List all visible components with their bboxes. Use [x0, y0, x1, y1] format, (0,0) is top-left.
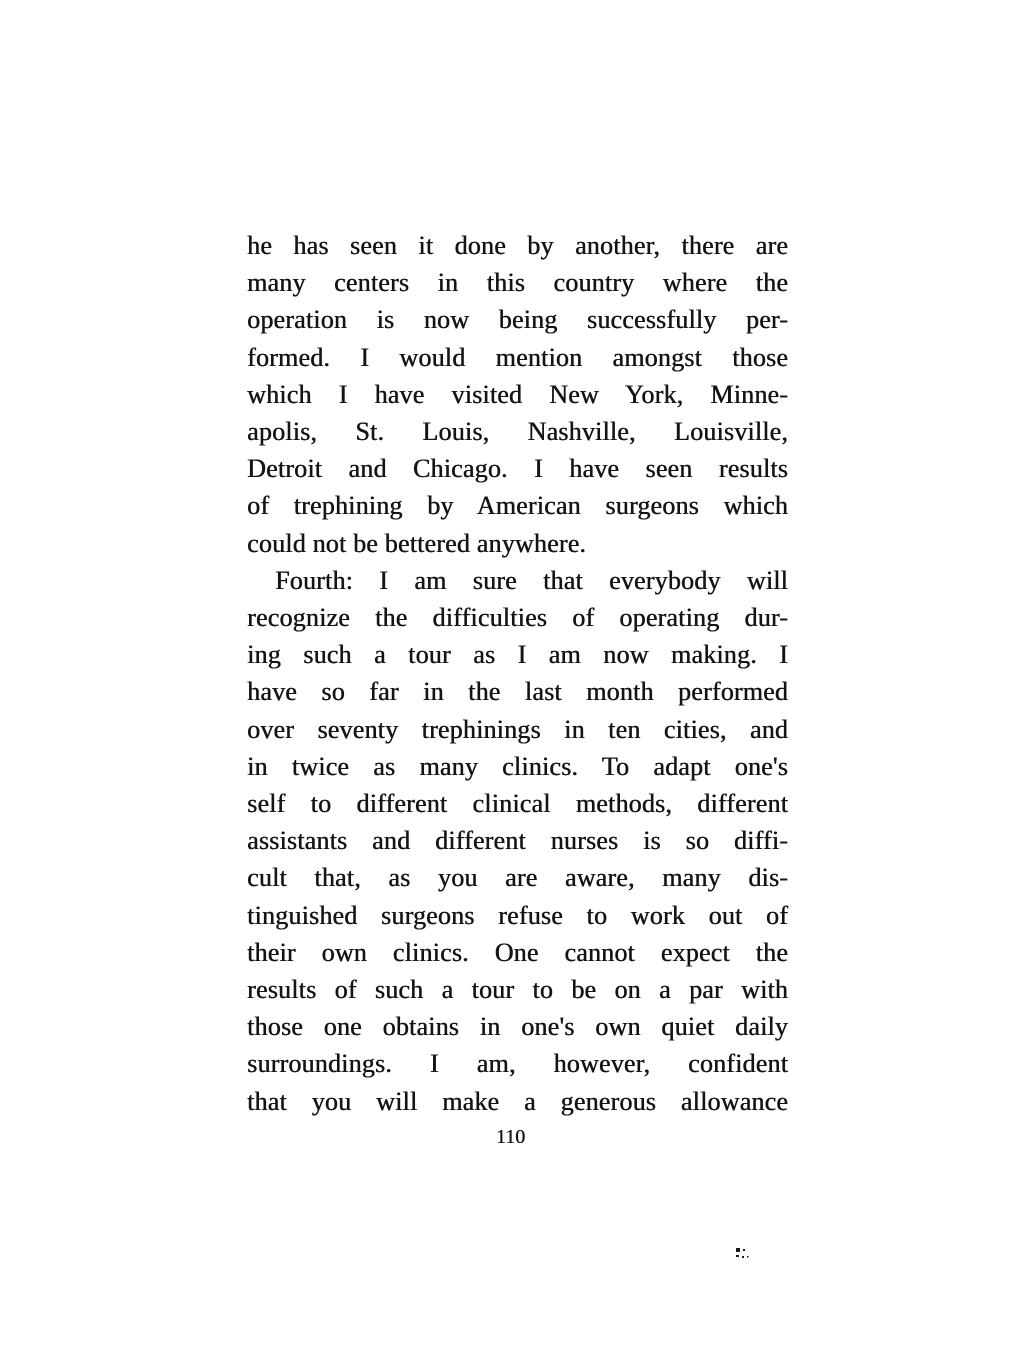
text-line: recognize the difficulties of operating dur- [247, 603, 788, 633]
ink-speck-artifact [736, 1248, 752, 1260]
text-line: surroundings. I am, however, confident [247, 1049, 788, 1079]
text-line: results of such a tour to be on a par with [247, 975, 788, 1005]
text-line: of trephining by American surgeons which [247, 491, 788, 521]
text-line: ing such a tour as I am now making. I [247, 640, 788, 670]
paragraph [247, 562, 788, 1120]
text-line: operation is now being successfully per- [247, 305, 788, 335]
text-line: could not be bettered anywhere. [247, 528, 587, 558]
text-line: over seventy trephinings in ten cities, and [247, 714, 788, 744]
text-line: which I have visited New York, Minne- [247, 379, 788, 409]
text-line: Fourth: I am sure that everybody will [275, 565, 788, 595]
text-line: have so far in the last month performed [247, 677, 788, 707]
text-line: those one obtains in one's own quiet daily [247, 1012, 788, 1042]
text-line: he has seen it done by another, there are [247, 231, 788, 260]
text-line: self to different clinical methods, different [247, 789, 788, 819]
page-text [247, 227, 788, 1120]
text-line: formed. I would mention amongst those [247, 342, 788, 372]
text-line: their own clinics. One cannot expect the [247, 937, 788, 967]
text-line: in twice as many clinics. To adapt one's [247, 751, 788, 781]
page-number: 110 [495, 1126, 526, 1148]
text-line: cult that, as you are aware, many dis- [247, 863, 788, 893]
text-line: many centers in this country where the [247, 268, 788, 298]
text-line: assistants and different nurses is so diffi- [247, 826, 788, 856]
text-line: apolis, St. Louis, Nashville, Louisville, [247, 417, 788, 447]
paragraph [247, 227, 788, 562]
text-line: Detroit and Chicago. I have seen results [247, 454, 788, 484]
text-line: tinguished surgeons refuse to work out of [247, 900, 788, 930]
text-line: that you will make a generous allowance [247, 1086, 788, 1116]
